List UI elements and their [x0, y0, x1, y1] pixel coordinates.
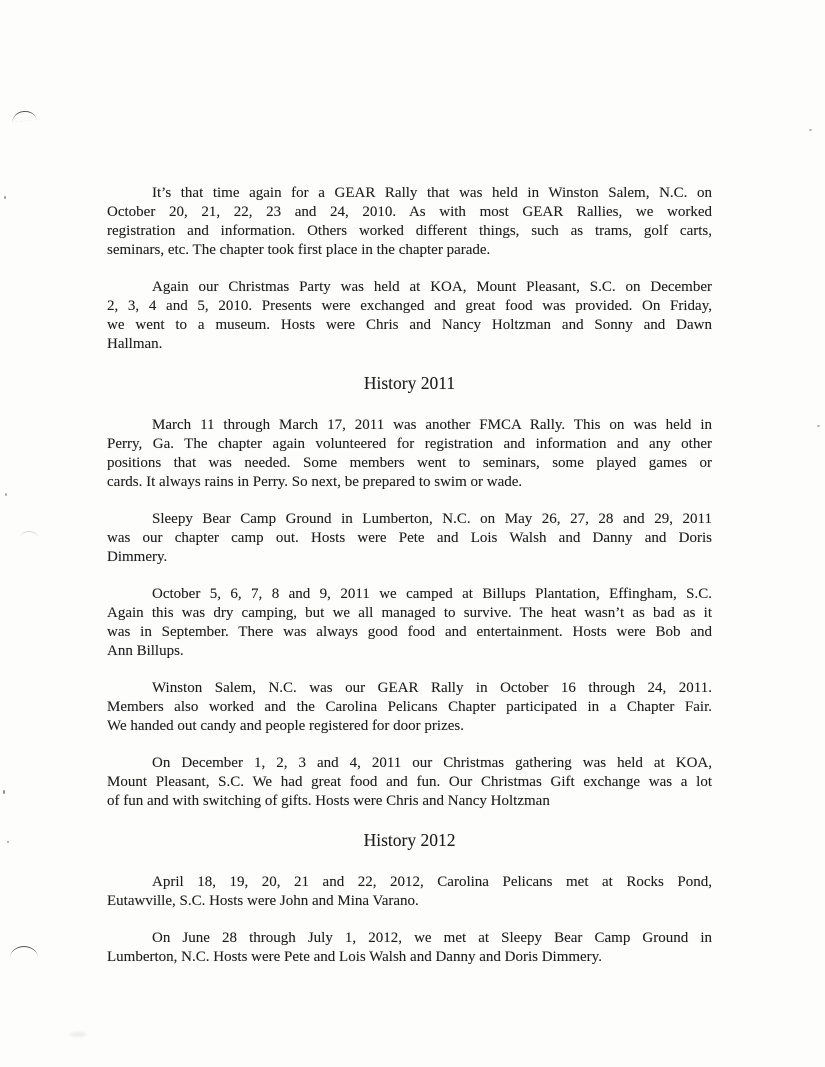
text-line: April 18, 19, 20, 21 and 22, 2012, Carolina Pelicans met at Rocks Pond, — [152, 874, 712, 890]
text-line: Members also worked and the Carolina Pelicans Chapter participated in a Chapter Fair. — [107, 699, 712, 715]
paragraph — [107, 278, 712, 354]
paragraph — [107, 416, 712, 492]
scan-speck — [809, 129, 812, 131]
scan-smudge — [70, 1032, 86, 1037]
text-line: of fun and with switching of gifts. Hosts were Chris and Nancy Holtzman — [107, 793, 550, 809]
paragraph — [107, 184, 712, 260]
scan-speck — [7, 841, 9, 843]
text-line: It’s that time again for a GEAR Rally that was held in Winston Salem, N.C. on — [152, 185, 712, 201]
paragraph — [107, 510, 712, 567]
text-line: Lumberton, N.C. Hosts were Pete and Lois Walsh and Danny and Doris Dimmery. — [107, 949, 602, 965]
text-line: Mount Pleasant, S.C. We had great food and fun. Our Christmas Gift exchange was a lot — [107, 774, 712, 790]
text-line: Ann Billups. — [107, 643, 184, 659]
text-line: Eutawville, S.C. Hosts were John and Mina Varano. — [107, 893, 419, 909]
text-line: On December 1, 2, 3 and 4, 2011 our Christmas gathering was held at KOA, — [152, 755, 712, 771]
paragraph — [107, 585, 712, 661]
paragraph — [107, 873, 712, 911]
text-line: was our chapter camp out. Hosts were Pete and Lois Walsh and Danny and Doris — [107, 530, 712, 546]
text-line: October 5, 6, 7, 8 and 9, 2011 we camped at Billups Plantation, Effingham, S.C. — [152, 586, 712, 602]
text-line: Dimmery. — [107, 549, 168, 565]
scan-speck — [3, 790, 5, 794]
text-line: we went to a museum. Hosts were Chris and Nancy Holtzman and Sonny and Dawn — [107, 317, 712, 333]
faint-arc-left-middle — [20, 531, 38, 538]
paragraph — [107, 929, 712, 967]
pen-mark-bottom-left — [10, 946, 38, 958]
text-line: March 11 through March 17, 2011 was another FMCA Rally. This on was held in — [152, 417, 712, 433]
paragraph — [107, 679, 712, 736]
section-heading: History 2012 — [363, 830, 456, 850]
section-heading: History 2011 — [363, 373, 456, 393]
text-line: seminars, etc. The chapter took first place in the chapter parade. — [107, 242, 491, 258]
text-line: October 20, 21, 22, 23 and 24, 2010. As with most GEAR Rallies, we worked — [107, 204, 712, 220]
pen-mark-top-left — [12, 110, 37, 122]
text-line: was in September. There was always good food and entertainment. Hosts were Bob and — [107, 624, 712, 640]
document-content — [107, 184, 712, 985]
text-line: cards. It always rains in Perry. So next, be prepared to swim or wade. — [107, 474, 523, 490]
text-line: Hallman. — [107, 336, 163, 352]
text-line: Sleepy Bear Camp Ground in Lumberton, N.C. on May 26, 27, 28 and 29, 2011 — [152, 511, 712, 527]
text-line: Again this was dry camping, but we all managed to survive. The heat wasn’t as bad as it — [107, 605, 712, 621]
text-line: On June 28 through July 1, 2012, we met at Sleepy Bear Camp Ground in — [152, 930, 712, 946]
text-line: Winston Salem, N.C. was our GEAR Rally in October 16 through 24, 2011. — [152, 680, 712, 696]
text-line: Again our Christmas Party was held at KOA, Mount Pleasant, S.C. on December — [152, 279, 712, 295]
text-line: positions that was needed. Some members went to seminars, some played games or — [107, 455, 712, 471]
text-line: registration and information. Others worked different things, such as trams, golf carts, — [107, 223, 712, 239]
scan-speck — [5, 493, 7, 496]
scan-speck — [4, 196, 6, 199]
scan-speck — [817, 425, 820, 427]
text-line: Perry, Ga. The chapter again volunteered for registration and information and any other — [107, 436, 712, 452]
text-line: We handed out candy and people registered for door prizes. — [107, 718, 464, 734]
text-line: 2, 3, 4 and 5, 2010. Presents were exchanged and great food was provided. On Friday, — [107, 298, 712, 314]
paragraph — [107, 754, 712, 811]
